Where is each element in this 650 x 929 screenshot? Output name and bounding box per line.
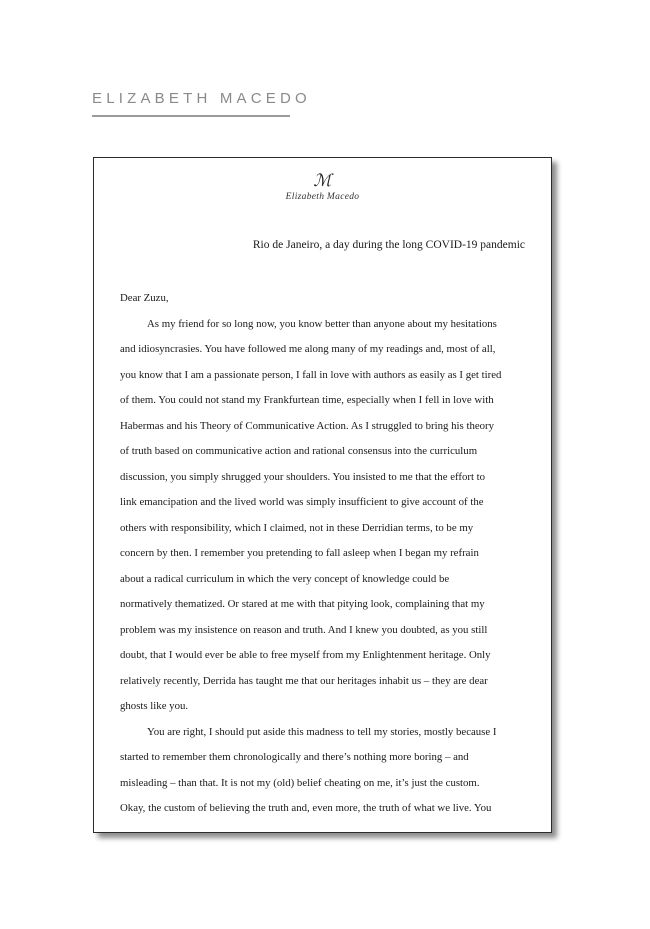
letter-line: about a radical curriculum in which the very concept of knowledge could be [120, 572, 450, 585]
letter-line: of them. You could not stand my Frankfurtean time, especially when I fell in love with [120, 394, 494, 406]
letterhead-name: Elizabeth Macedo [285, 192, 360, 202]
salutation: Dear Zuzu, [120, 292, 169, 304]
letter-line: others with responsibility, which I claimed, not in these Derridian terms, to be my [120, 521, 474, 534]
letter-line: link emancipation and the lived world was simply insufficient to give account of the [120, 496, 484, 508]
letter-line: ghosts like you. [120, 700, 189, 712]
letter-line: You are right, I should put aside this madness to tell my stories, mostly because I [147, 725, 497, 738]
letter-line: normatively thematized. Or stared at me with that pitying look, complaining that my [120, 598, 485, 610]
letter-body [120, 286, 524, 822]
letter-line: of truth based on communicative action and rational consensus into the curriculum [120, 445, 478, 457]
letter-card [93, 157, 552, 833]
page-header [92, 88, 311, 110]
letter-line: Habermas and his Theory of Communicative Action. As I struggled to bring his theory [120, 419, 495, 432]
letter-line: and idiosyncrasies. You have followed me along many of my readings and, most of all, [120, 343, 496, 355]
letter-line: started to remember them chronologically and there’s nothing more boring – and [120, 751, 469, 763]
header-divider [92, 115, 290, 117]
author-name: ELIZABETH MACEDO [92, 90, 311, 107]
letter-line: you know that I am a passionate person, I fall in love with authors as easily as I get tired [120, 368, 502, 381]
letter-line: As my friend for so long now, you know better than anyone about my hesitations [147, 317, 497, 330]
monogram-logo: ℳ [313, 171, 332, 191]
letter-line: problem was my insistence on reason and truth. And I knew you doubted, as you still [120, 623, 488, 636]
letter-paragraphs [120, 312, 524, 822]
letter-line: concern by then. I remember you pretending to fall asleep when I began my refrain [120, 547, 479, 559]
letter-line: doubt, that I would ever be able to free myself from my Enlightenment heritage. Only [120, 649, 491, 661]
letter-line: Okay, the custom of believing the truth and, even more, the truth of what we live. You [120, 802, 492, 814]
letter-line: discussion, you simply shrugged your shoulders. You insisted to me that the effort to [120, 470, 486, 483]
place-date-line: Rio de Janeiro, a day during the long COVID-19 pandemic [252, 239, 525, 251]
letter-line: misleading – than that. It is not my (old) belief cheating on me, it’s just the custom. [120, 776, 480, 789]
letter-line: relatively recently, Derrida has taught me that our heritages inhabit us – they are dear [120, 674, 488, 687]
